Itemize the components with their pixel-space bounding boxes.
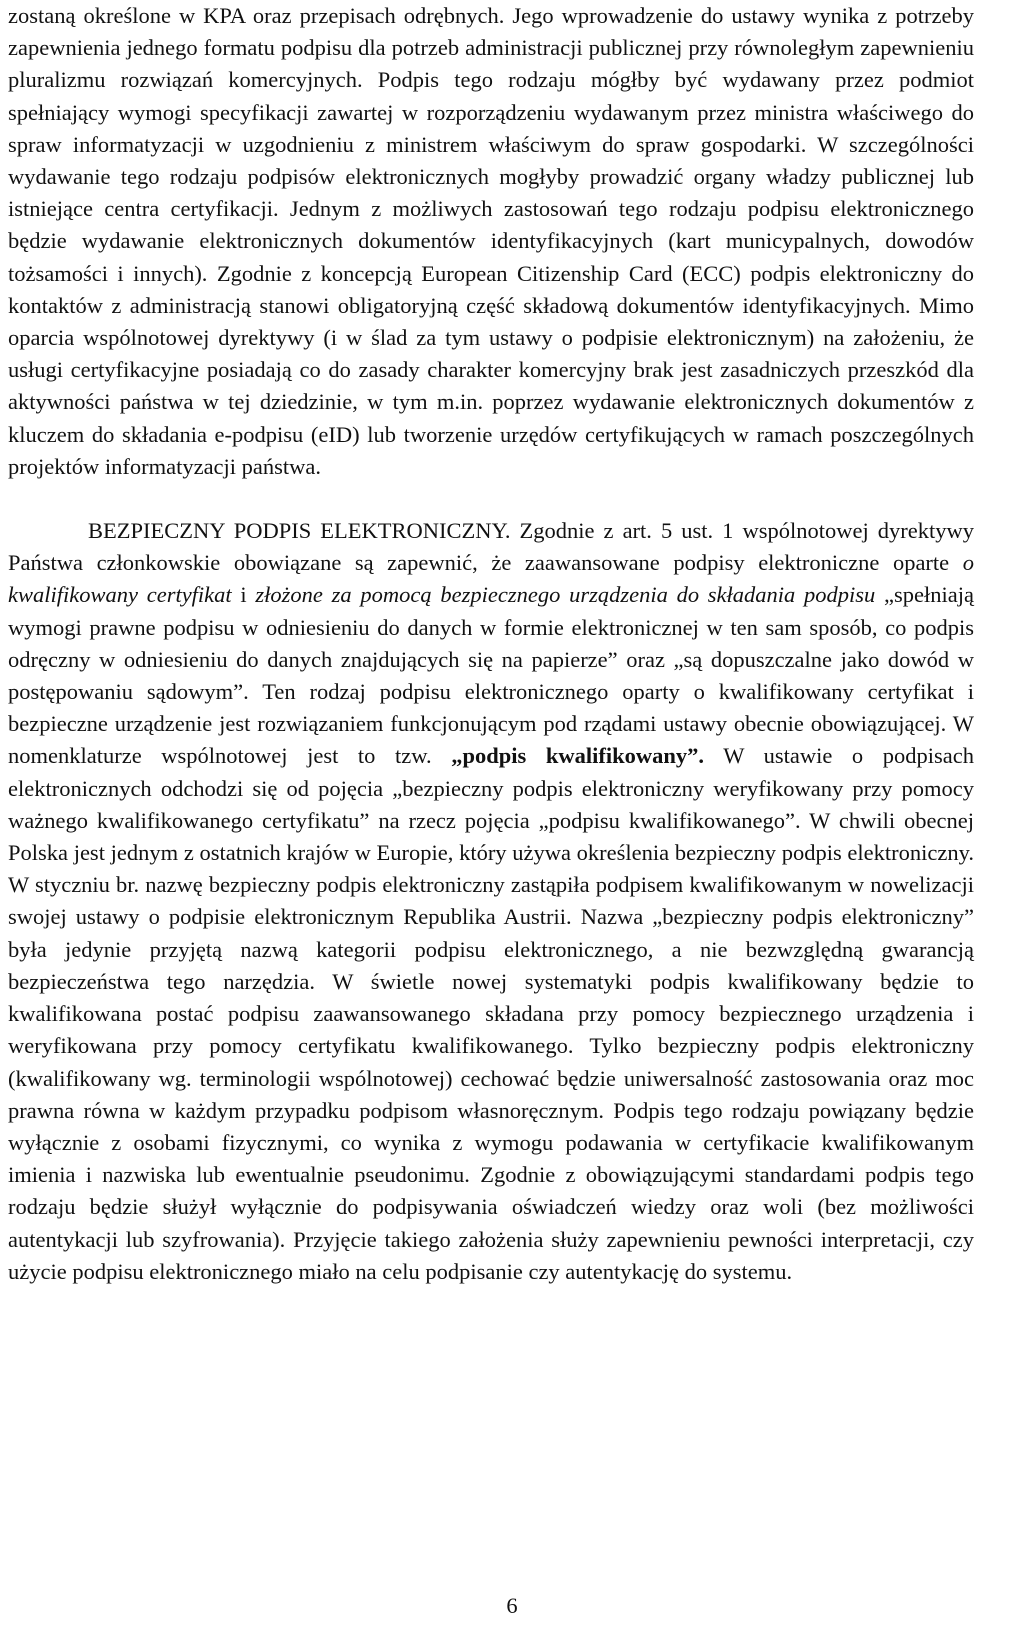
paragraph-2-italic-term-2: złożone za pomocą bezpiecznego urządzenia do składania podpisu [255,582,876,608]
paragraph-2-bold-term: „podpis kwalifikowany”. [451,743,705,769]
paragraph-2-run-1: BEZPIECZNY PODPIS ELEKTRONICZNY. Zgodnie z art. 5 ust. 1 wspólnotowej dyrektywy Państwa członkowskie obowiązane są zapewnić, że zaawansowane podpisy elektroniczne oparte [8,518,974,576]
document-page [8,0,974,1288]
body-paragraph-1 [8,0,974,483]
paragraph-2-run-3: i [231,582,256,608]
paragraph-2-run-7: W ustawie o podpisach elektronicznych odchodzi się od pojęcia „bezpieczny podpis elektroniczny weryfikowany przy pomocy ważnego kwalifikowanego certyfikatu” na rzecz pojęcia „podpisu kwalifikowanego”. W chwili obecnej Polska jest jednym z ostatnich krajów w Europie, który używa określenia bezpieczny podpis elektroniczny. W styczniu br. nazwę bezpieczny podpis elektroniczny zastąpiła podpisem kwalifikowanym w nowelizacji swojej ustawy o podpisie elektronicznym Republika Austrii. Nazwa „bezpieczny podpis elektroniczny” była jedynie przyjętą nazwą kategorii podpisu elektronicznego, a nie bezwzględną gwarancją bezpieczeństwa tego narzędzia. W świetle nowej systematyki podpis kwalifikowany będzie to kwalifikowana postać podpisu zaawansowanego składana przy pomocy bezpiecznego urządzenia i weryfikowana przy pomocy certyfikatu kwalifikowanego. Tylko bezpieczny podpis elektroniczny (kwalifikowany wg. terminologii wspólnotowej) cechować będzie uniwersalność zastosowania oraz moc prawna równa w każdym przypadku podpisom własnoręcznym. Podpis tego rodzaju powiązany będzie wyłącznie z osobami fizycznymi, co wynika z wymogu podawania w certyfikacie kwalifikowanym imienia i nazwiska lub ewentualnie pseudonimu. Zgodnie z obowiązującymi standardami podpis tego rodzaju będzie służył wyłącznie do podpisywania oświadczeń wiedzy oraz woli (bez możliwości autentykacji lub szyfrowania). Przyjęcie takiego założenia służy zapewnieniu pewności interpretacji, czy użycie podpisu elektronicznego miało na celu podpisanie czy autentykację do systemu. [8,743,974,1284]
paragraph-2-run-5: „spełniają wymogi prawne podpisu w odniesieniu do danych w formie elektronicznej w ten sam sposób, co podpis odręczny w odniesieniu do danych znajdujących się na papierze” oraz „są dopuszczalne jako dowód w postępowaniu sądowym”. Ten rodzaj podpisu elektronicznego oparty o kwalifikowany certyfikat i bezpieczne urządzenie jest rozwiązaniem funkcjonującym pod rządami ustawy obecnie obowiązującej. W nomenklaturze wspólnotowej jest to tzw. [8,582,974,769]
paragraph-2-italic-term-1: o kwalifikowany certyfikat [8,550,974,608]
paragraph-1-run-1: zostaną określone w KPA oraz przepisach odrębnych. Jego wprowadzenie do ustawy wynika z potrzeby zapewnienia jednego formatu podpisu dla potrzeb administracji publicznej przy równoległym zapewnieniu pluralizmu rozwiązań komercyjnych. Podpis tego rodzaju mógłby być wydawany przez podmiot spełniający wymogi specyfikacji zawartej w rozporządzeniu wydawanym przez ministra właściwego do spraw informatyzacji w uzgodnieniu z ministrem właściwym do spraw gospodarki. W szczególności wydawanie tego rodzaju podpisów elektronicznych mogłyby prowadzić organy władzy publicznej lub istniejące centra certyfikacji. Jednym z możliwych zastosowań tego rodzaju podpisu elektronicznego będzie wydawanie elektronicznych dokumentów identyfikacyjnych (kart municypalnych, dowodów tożsamości i innych). Zgodnie z koncepcją European Citizenship Card (ECC) podpis elektroniczny do kontaktów z administracją stanowi obligatoryjną część składową dokumentów identyfikacyjnych. Mimo oparcia wspólnotowej dyrektywy (i w ślad za tym ustawy o podpisie elektronicznym) na założeniu, że usługi certyfikacyjne posiadają co do zasady charakter komercyjny brak jest zasadniczych przeszkód dla aktywności państwa w tej dziedzinie, w tym m.in. poprzez wydawanie elektronicznych dokumentów z kluczem do składania e-podpisu (eID) lub tworzenie urzędów certyfikujących w ramach poszczególnych projektów informatyzacji państwa. [8,3,974,479]
page-number: 6 [506,1593,518,1618]
body-paragraph-2 [8,515,974,1288]
